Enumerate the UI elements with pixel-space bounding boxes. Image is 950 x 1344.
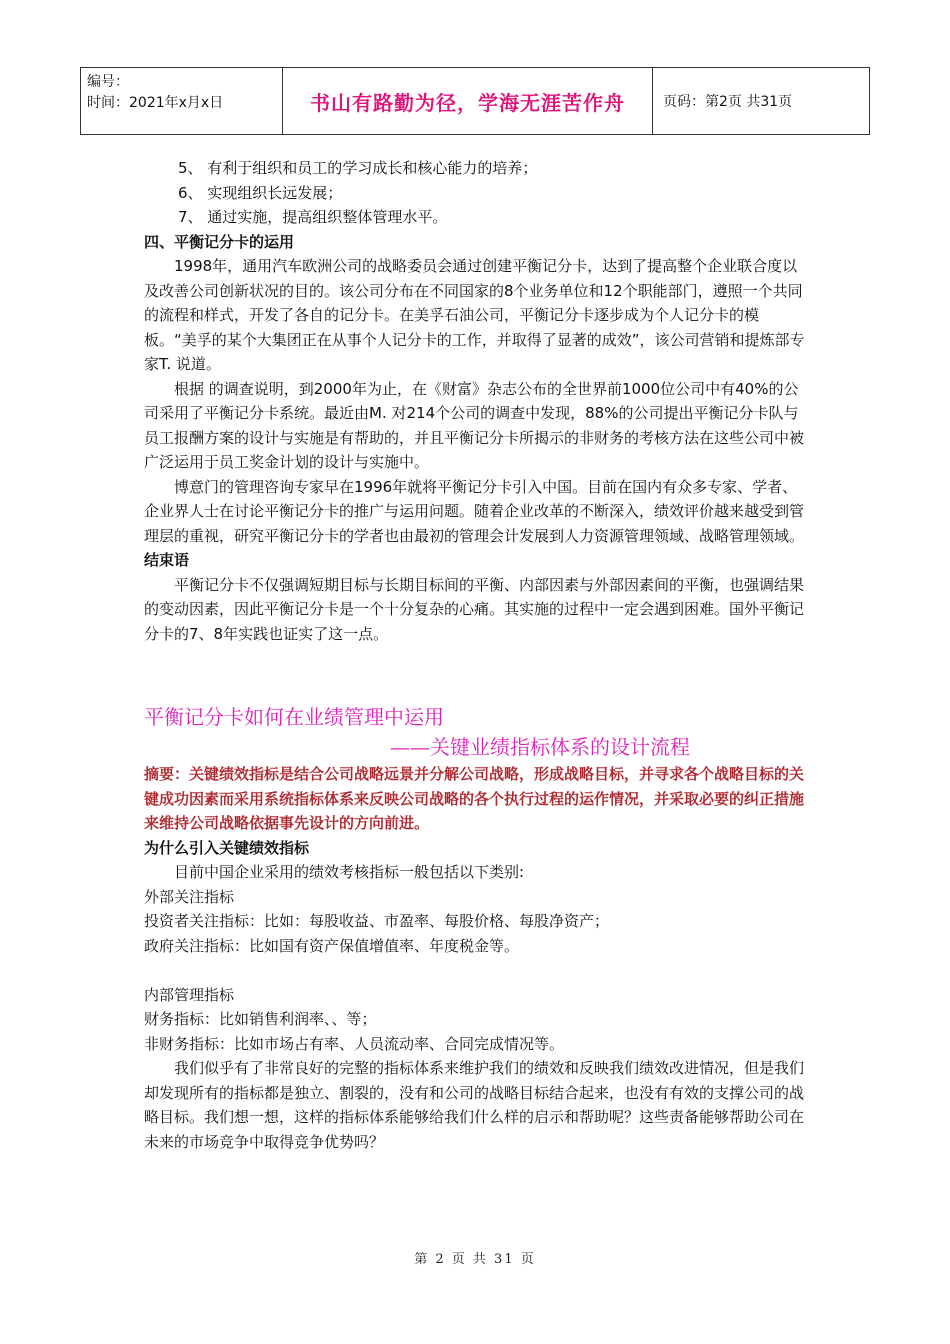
number-label: 编号： [87,74,129,90]
page-footer: 第 2 页 共 31 页 [414,1252,536,1267]
investor-line: 投资者关注指标：比如：每股收益、市盈率、每股价格、每股净资产； [144,912,610,930]
header-page-info: 页码：第2页 共31页 [663,94,793,110]
paragraph: 1998年，通用汽车欧洲公司的战略委员会通过创建平衡记分卡，达到了提高整个企业联合度以及改善公司创新状况的目的。该公司分布在不同国家的8个业务单位和12个职能部门，遵照一个共同的流程和样式，开发了各自的记分卡。在美孚石油公司，平衡记分卡逐步成为个人记分卡的模板。“美孚的某个大集团正在从事个人记分卡的工作，并取得了显著的成效”，该公司营销和提炼部专家T. 说道。 [144,257,805,373]
list-item: 6、 实现组织长远发展； [178,183,343,202]
article-title: 平衡记分卡如何在业绩管理中运用 [144,705,444,729]
header-motto: 书山有路勤为径，学海无涯苦作舟 [310,90,625,115]
closing-paragraph: 我们似乎有了非常良好的完整的指标体系来维护我们的绩效和反映我们绩效改进情况，但是我们却发现所有的指标都是独立、割裂的，没有和公司的战略目标结合起来，也没有有效的支撑公司的战略目标。我们想一想，这样的指标体系能够给我们什么样的启示和帮助呢？这些责备能够帮助公司在未来的市场竞争中取得竞争优势吗？ [144,1059,805,1151]
header-motto-cell [283,68,653,134]
header-meta [81,68,283,134]
page-header [80,67,870,135]
intro-line: 目前中国企业采用的绩效考核指标一般包括以下类别: [174,863,525,881]
internal-label: 内部管理指标 [144,985,235,1004]
date-label: 时间：2021年x月x日 [87,95,224,111]
government-line: 政府关注指标：比如国有资产保值增值率、年度税金等。 [144,936,520,955]
conclusion-heading: 结束语 [144,551,190,569]
document-body [144,156,808,1154]
external-label: 外部关注指标 [144,887,235,906]
abstract: 摘要：关键绩效指标是结合公司战略远景并分解公司战略，形成战略目标，并寻求各个战略目标的关键成功因素而采用系统指标体系来反映公司战略的各个执行过程的运作情况，并采取必要的纠正措施来维持公司战略依据事先设计的方向前进。 [144,765,805,832]
why-heading: 为什么引入关键绩效指标 [144,838,310,857]
nonfinancial-line: 非财务指标：比如市场占有率、人员流动率、合同完成情况等。 [144,1034,565,1053]
financial-line: 财务指标：比如销售利润率、、等； [144,1010,377,1028]
paragraph: 根据 的调查说明，到2000年为止，在《财富》杂志公布的全世界前1000位公司中有40%的公司采用了平衡记分卡系统。最近由M. 对214个公司的调查中发现，88%的公司提出平衡记分卡队与员工报酬方案的设计与实施是有帮助的，并且平衡记分卡所揭示的非财务的考核方法在这些公司中被广泛运用于员工奖金计划的设计与实施中。 [144,379,805,471]
list-item: 5、 有利于组织和员工的学习成长和核心能力的培养； [178,159,538,177]
paragraph: 博意门的管理咨询专家早在1996年就将平衡记分卡引入中国。目前在国内有众多专家、学者、企业界人士在讨论平衡记分卡的推广与运用问题。随着企业改革的不断深入，绩效评价越来越受到管理层的重视，研究平衡记分卡的学者也由最初的管理会计发展到人力资源管理领域、战略管理领域。 [144,477,805,545]
conclusion-paragraph: 平衡记分卡不仅强调短期目标与长期目标间的平衡、内部因素与外部因素间的平衡，也强调结果的变动因素，因此平衡记分卡是一个十分复杂的心痛。其实施的过程中一定会遇到困难。国外平衡记分卡的7、8年实践也证实了这一点。 [144,575,805,643]
article-subtitle: ——关键业绩指标体系的设计流程 [390,735,690,759]
section-heading: 四、平衡记分卡的运用 [144,232,295,251]
list-item: 7、 通过实施，提高组织整体管理水平。 [178,208,448,226]
